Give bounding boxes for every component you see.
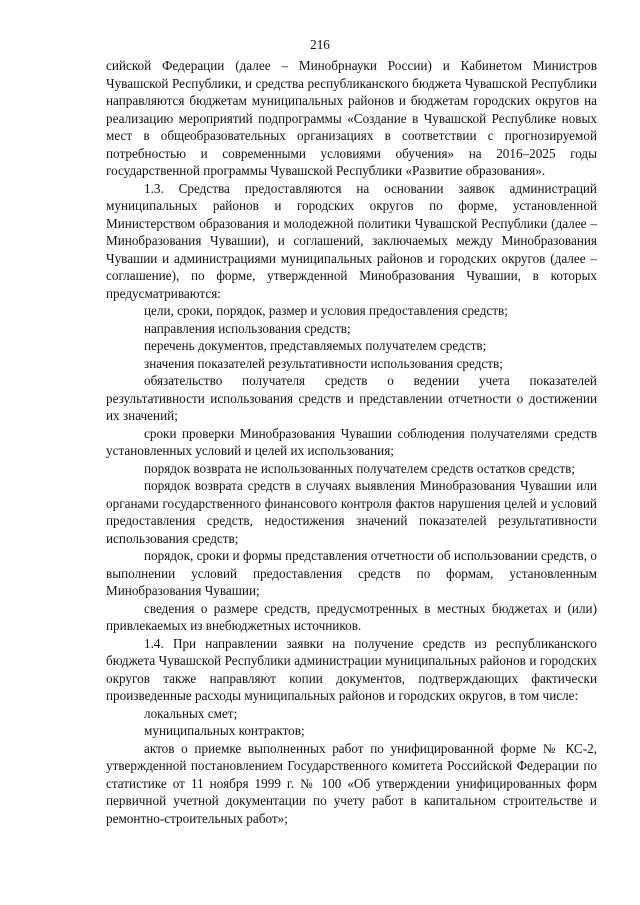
page-number: 216 <box>310 37 330 52</box>
paragraph: актов о приемке выполненных работ по унифицированной форме № КС-2, утвержденной постановлением Государственного комитета Российской Федерации по статистике от 11 ноября 1999 г. № 100 «Об утверждении унифицированных форм первичной учетной документации по учету работ в капитальном строительстве и ремонтно-строительных работ»; <box>106 740 597 826</box>
paragraph: 1.4. При направлении заявки на получение средств из республиканского бюджета Чувашской Республики администрации муниципальных районов и городских округов также направляют копии документов, подтверждающих фактически произведенные расходы муниципальных районов и городских округов, в том числе: <box>106 635 597 703</box>
paragraph: сроки проверки Минобразования Чувашии соблюдения получателями средств установленных условий и целей их использования; <box>106 425 597 458</box>
paragraph: цели, сроки, порядок, размер и условия предоставления средств; <box>144 303 508 318</box>
paragraph: локальных смет; <box>144 705 238 721</box>
paragraph: муниципальных контрактов; <box>144 723 305 738</box>
paragraph: сийской Федерации (далее – Минобрнауки России) и Кабинетом Министров Чувашской Республики, и средства республиканского бюджета Чувашской Республики направляются бюджетам муниципальных районов и бюджетам городских округов на реализацию мероприятий подпрограммы «Создание в Чувашской Республике новых мест в общеобразовательных организациях в соответствии с прогнозируемой потребностью и современными условиями обучения» на 2016–2025 годы государственной программы Чувашской Республики «Развитие образования». <box>106 58 597 178</box>
paragraph: обязательство получателя средств о ведении учета показателей результативности использования средств и представлении отчетности о достижении их значений; <box>106 373 597 423</box>
paragraph: порядок возврата средств в случаях выявления Минобразования Чувашии или органами государственного финансового контроля фактов нарушения целей и условий предоставления средств, недостижения значений показателей результативности использования средств; <box>106 478 597 546</box>
paragraph: сведения о размере средств, предусмотренных в местных бюджетах и (или) привлекаемых из внебюджетных источников. <box>106 600 597 633</box>
paragraph: порядок возврата не использованных получателем средств остатков средств; <box>144 460 575 476</box>
paragraph: значения показателей результативности использования средств; <box>144 355 503 371</box>
paragraph: 1.3. Средства предоставляются на основании заявок администраций муниципальных районов и городских округов по форме, установленной Министерством образования и молодежной политики Чувашской Республики (далее – Минобразования Чувашии), и соглашений, заключаемых между Минобразования Чувашии и администрациями муниципальных районов и городских округов (далее – соглашение), по форме, утвержденной Минобразования Чувашии, в которых предусматриваются: <box>106 180 597 301</box>
document-body <box>106 57 597 827</box>
paragraph: направления использования средств; <box>144 320 351 336</box>
paragraph: перечень документов, представляемых получателем средств; <box>144 338 487 353</box>
paragraph: порядок, сроки и формы представления отчетности об использовании средств, о выполнении условий предоставления средств по формам, установленным Минобразования Чувашии; <box>106 548 597 598</box>
